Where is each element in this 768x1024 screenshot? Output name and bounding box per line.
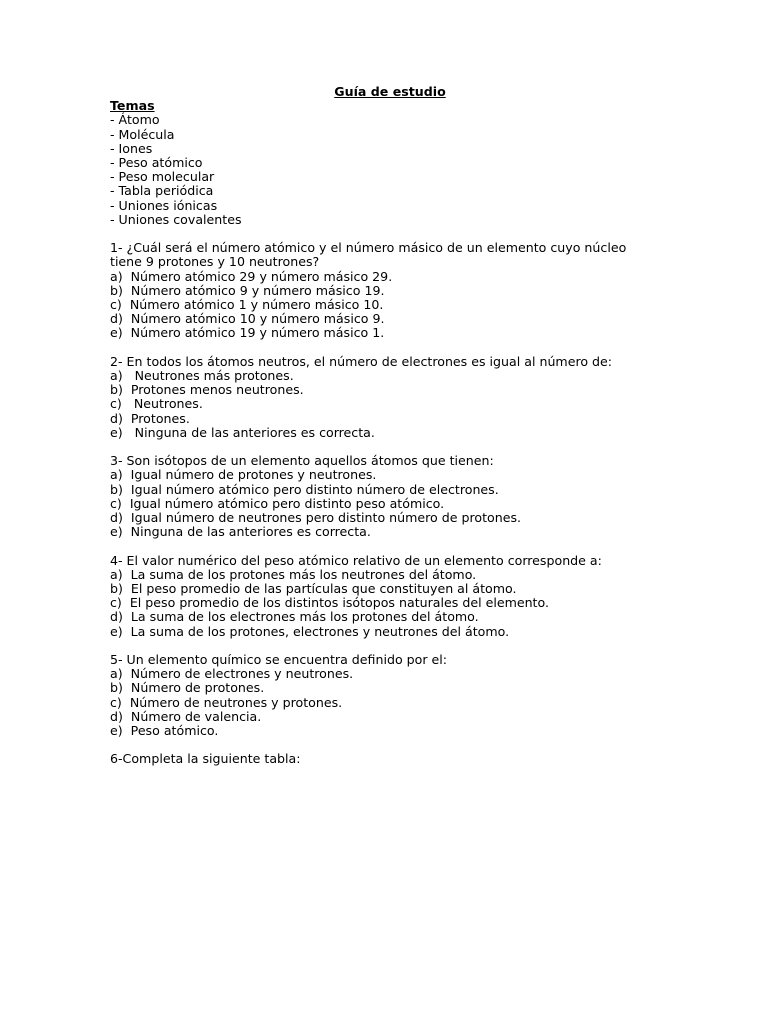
answer-option: c) El peso promedio de los distintos isótopos naturales del elemento. xyxy=(110,595,549,611)
topic-item: - Uniones iónicas xyxy=(110,197,218,213)
page-title: Guía de estudio xyxy=(334,84,446,99)
answer-option: e) Ninguna de las anteriores es correcta. xyxy=(110,524,371,540)
answer-option: a) Número atómico 29 y número másico 29. xyxy=(110,268,393,284)
topic-item: - Peso molecular xyxy=(110,169,215,185)
question-1 xyxy=(110,241,670,340)
question-text: 5- Un elemento químico se encuentra definido por el: xyxy=(110,652,448,668)
answer-option: e) Número atómico 19 y número másico 1. xyxy=(110,325,385,341)
answer-option: c) Igual número atómico pero distinto peso atómico. xyxy=(110,495,445,511)
answer-option: d) La suma de los electrones más los protones del átomo. xyxy=(110,609,479,625)
spacer xyxy=(110,227,670,241)
spacer xyxy=(110,341,670,355)
topics-list xyxy=(110,113,670,227)
answer-option: b) Número atómico 9 y número másico 19. xyxy=(110,282,385,298)
answer-option: e) Peso atómico. xyxy=(110,723,219,739)
question-text: 2- En todos los átomos neutros, el número de electrones es igual al número de: xyxy=(110,353,613,369)
topic-item: - Molécula xyxy=(110,126,175,142)
spacer xyxy=(110,440,670,454)
answer-option: c) Número de neutrones y protones. xyxy=(110,694,343,710)
answer-option: a) Número de electrones y neutrones. xyxy=(110,666,354,682)
final-prompt: 6-Completa la siguiente tabla: xyxy=(110,751,301,767)
answer-option: c) Número atómico 1 y número másico 10. xyxy=(110,297,384,313)
question-2 xyxy=(110,355,670,440)
topic-item: - Tabla periódica xyxy=(110,183,214,199)
answer-option: b) Protones menos neutrones. xyxy=(110,382,304,398)
question-3 xyxy=(110,454,670,539)
answer-option: d) Número de valencia. xyxy=(110,708,262,724)
topic-item: - Iones xyxy=(110,140,153,156)
answer-option: d) Número atómico 10 y número másico 9. xyxy=(110,311,385,327)
question-text: 4- El valor numérico del peso atómico relativo de un elemento corresponde a: xyxy=(110,552,602,568)
answer-option: d) Igual número de neutrones pero distinto número de protones. xyxy=(110,510,522,526)
answer-option: b) Número de protones. xyxy=(110,680,265,696)
answer-option: e) La suma de los protones, electrones y neutrones del átomo. xyxy=(110,623,510,639)
topics-heading: Temas xyxy=(110,98,155,114)
answer-option: d) Protones. xyxy=(110,410,190,426)
question-text: 3- Son isótopos de un elemento aquellos átomos que tienen: xyxy=(110,453,494,469)
answer-option: a) Igual número de protones y neutrones. xyxy=(110,467,377,483)
answer-option: a) La suma de los protones más los neutrones del átomo. xyxy=(110,566,477,582)
topic-item: - Peso atómico xyxy=(110,155,203,171)
spacer xyxy=(110,738,670,752)
topic-item: - Uniones covalentes xyxy=(110,211,242,227)
answer-option: c) Neutrones. xyxy=(110,396,203,412)
question-text: 1- ¿Cuál será el número atómico y el número másico de un elemento cuyo núcleo xyxy=(110,240,627,256)
answer-option: b) El peso promedio de las partículas que constituyen al átomo. xyxy=(110,581,517,597)
question-5 xyxy=(110,653,670,738)
answer-option: e) Ninguna de las anteriores es correcta. xyxy=(110,424,375,440)
answer-option: a) Neutrones más protones. xyxy=(110,368,294,384)
answer-option: b) Igual número atómico pero distinto número de electrones. xyxy=(110,481,499,497)
spacer xyxy=(110,639,670,653)
question-4 xyxy=(110,554,670,639)
question-text: tiene 9 protones y 10 neutrones? xyxy=(110,254,320,270)
spacer xyxy=(110,539,670,553)
topic-item: - Átomo xyxy=(110,112,160,128)
study-guide-page xyxy=(110,85,670,767)
